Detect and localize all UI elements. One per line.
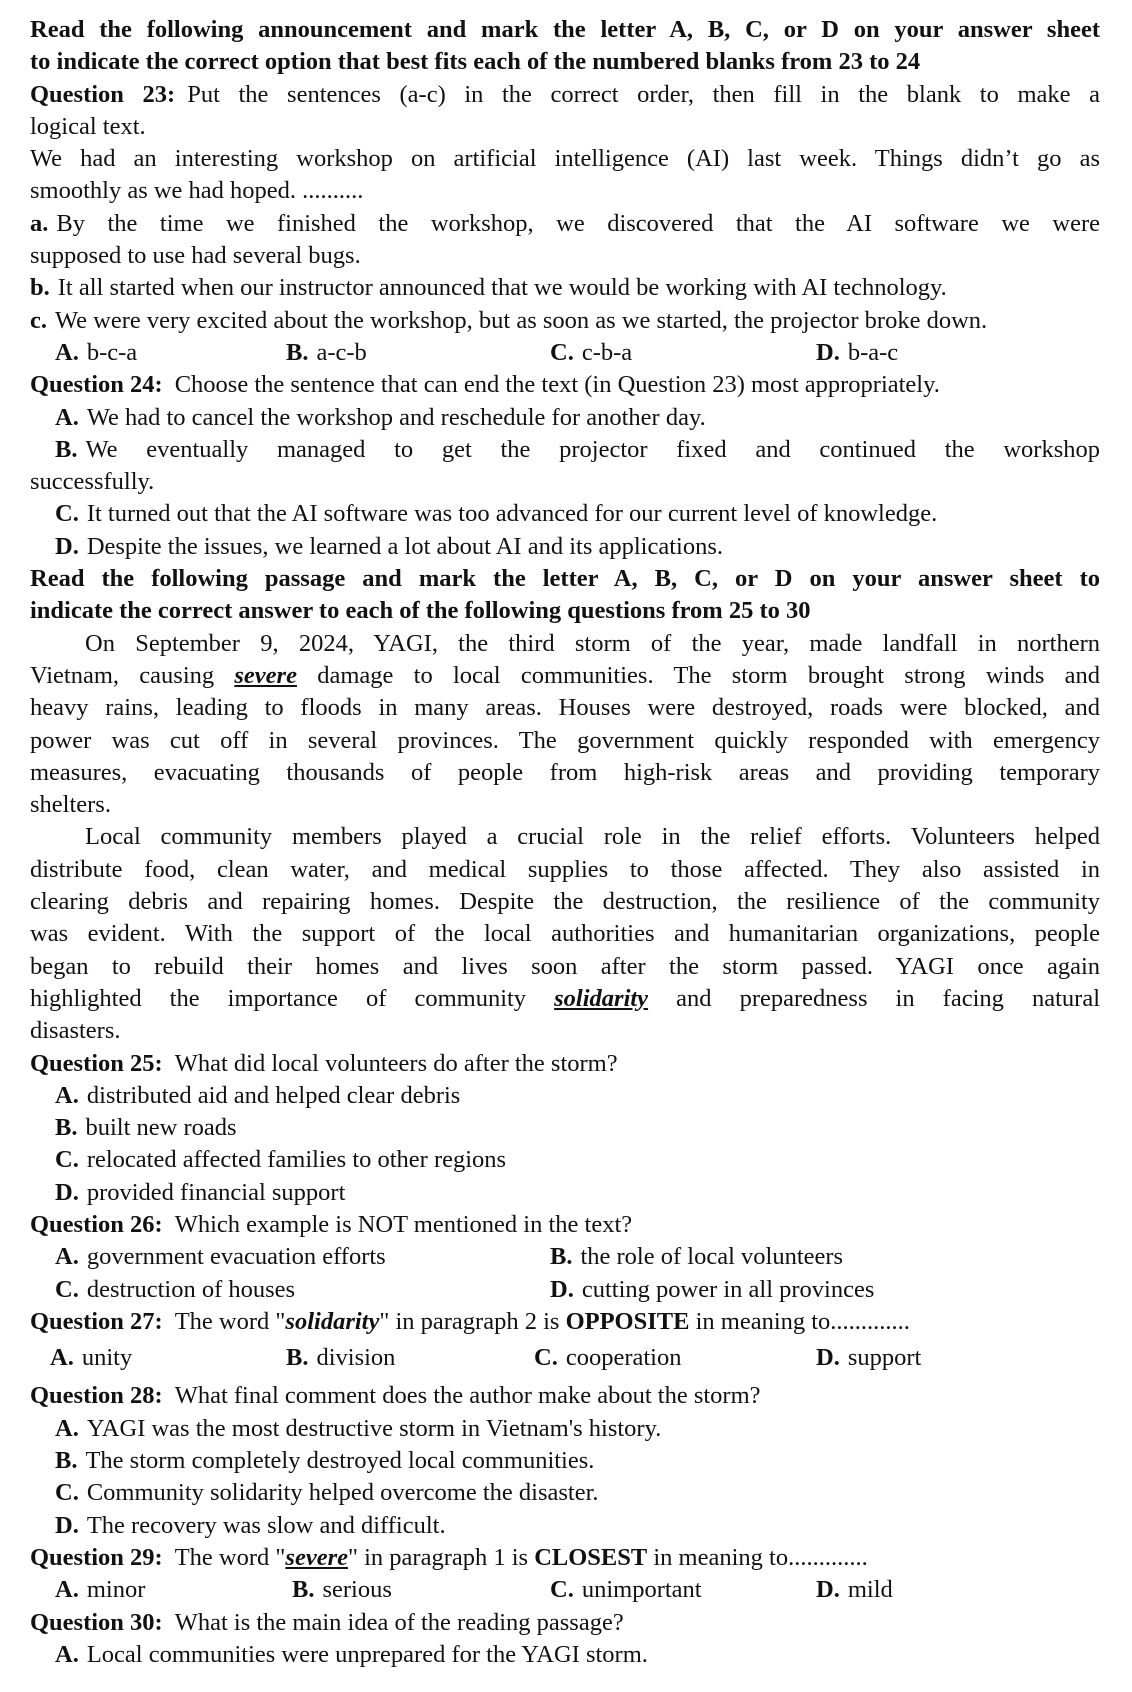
option-d[interactable]: D. Despite the issues, we learned a lot about AI and its applications.: [55, 532, 723, 560]
sentence-c: c. We were very excited about the workshop, but as soon as we started, the projector broke down.: [30, 306, 988, 334]
question-29-prompt: Question 29: The word "severe" in paragraph 1 is CLOSEST in meaning to.............: [30, 1543, 868, 1571]
question-23-prompt: Question 23: Put the sentences (a-c) in the correct order, then fill in the blank to make a: [30, 80, 1100, 108]
passage-paragraph-2: distribute food, clean water, and medical supplies to those affected. They also assisted in: [30, 855, 1100, 883]
option-a[interactable]: A. minor: [55, 1576, 146, 1604]
question-label: Question 26:: [30, 1210, 163, 1238]
option-d[interactable]: D. b-a-c: [816, 338, 899, 366]
option-c[interactable]: C. cooperation: [534, 1344, 682, 1372]
option-d[interactable]: D. mild: [816, 1576, 893, 1604]
options-row: [30, 337, 1100, 369]
option-a[interactable]: A. distributed aid and helped clear debris: [55, 1081, 461, 1109]
passage-paragraph-1: heavy rains, leading to floods in many areas. Houses were destroyed, roads were blocked, and: [30, 694, 1100, 722]
option-d[interactable]: D. provided financial support: [55, 1178, 346, 1206]
options-row: [30, 1274, 1100, 1306]
question-26-prompt: Question 26: Which example is NOT mentioned in the text?: [30, 1210, 633, 1238]
option-a[interactable]: A. We had to cancel the workshop and reschedule for another day.: [55, 403, 706, 431]
announcement-text: We had an interesting workshop on artificial intelligence (AI) last week. Things didn’t go as: [30, 145, 1100, 173]
option-d[interactable]: D. cutting power in all provinces: [550, 1275, 875, 1303]
option-a[interactable]: A. unity: [50, 1344, 133, 1372]
highlighted-word: solidarity: [554, 984, 649, 1012]
section-heading: to indicate the correct option that best fits each of the numbered blanks from 23 to 24: [30, 48, 921, 76]
question-27-prompt: Question 27: The word "solidarity" in paragraph 2 is OPPOSITE in meaning to.............: [30, 1307, 910, 1335]
question-label: Question 24:: [30, 371, 163, 399]
option-b[interactable]: B. division: [286, 1344, 396, 1372]
question-label: Question 29:: [30, 1543, 163, 1571]
option-c[interactable]: C. Community solidarity helped overcome the disaster.: [55, 1479, 599, 1507]
question-28-prompt: Question 28: What final comment does the author make about the storm?: [30, 1382, 761, 1410]
option-a[interactable]: A. b-c-a: [55, 338, 138, 366]
passage-paragraph-1: measures, evacuating thousands of people from high-risk areas and providing temporary: [30, 758, 1100, 786]
option-a[interactable]: A. government evacuation efforts: [55, 1243, 386, 1271]
passage-paragraph-2: disasters.: [30, 1017, 121, 1045]
sentence-a: a. By the time we finished the workshop, we discovered that the AI software we were: [30, 209, 1100, 237]
passage-paragraph-1: Vietnam, causing severe damage to local communities. The storm brought strong winds and: [30, 661, 1100, 689]
option-c[interactable]: C. It turned out that the AI software was too advanced for our current level of knowledge.: [55, 500, 938, 528]
option-b[interactable]: B. We eventually managed to get the projector fixed and continued the workshop: [55, 435, 1100, 463]
question-label: Question 25:: [30, 1049, 163, 1077]
option-a[interactable]: A. Local communities were unprepared for the YAGI storm.: [55, 1640, 648, 1668]
question-label: Question 30:: [30, 1608, 163, 1636]
announcement-text: smoothly as we had hoped. ..........: [30, 177, 364, 205]
section-heading: Read the following passage and mark the letter A, B, C, or D on your answer sheet to: [30, 565, 1100, 593]
question-label: Question 23:: [30, 80, 176, 108]
question-24-prompt: Question 24: Choose the sentence that can end the text (in Question 23) most appropriately.: [30, 371, 940, 399]
option-b[interactable]: B. built new roads: [55, 1114, 237, 1142]
option-d[interactable]: D. The recovery was slow and difficult.: [55, 1511, 446, 1539]
option-b[interactable]: B. The storm completely destroyed local communities.: [55, 1447, 595, 1475]
option-c[interactable]: C. c-b-a: [550, 338, 633, 366]
question-25-prompt: Question 25: What did local volunteers do after the storm?: [30, 1049, 618, 1077]
passage-paragraph-2: highlighted the importance of community solidarity and preparedness in facing natural: [30, 984, 1100, 1012]
option-c[interactable]: C. relocated affected families to other regions: [55, 1146, 507, 1174]
option-c[interactable]: C. unimportant: [550, 1576, 702, 1604]
option-a[interactable]: A. YAGI was the most destructive storm in Vietnam's history.: [55, 1414, 662, 1442]
option-b[interactable]: B. serious: [292, 1576, 392, 1604]
passage-paragraph-2: Local community members played a crucial role in the relief efforts. Volunteers helped: [85, 823, 1100, 851]
sentence-b: b. It all started when our instructor announced that we would be working with AI technology.: [30, 274, 947, 302]
passage-paragraph-2: clearing debris and repairing homes. Despite the destruction, the resilience of the community: [30, 888, 1100, 916]
option-c[interactable]: C. destruction of houses: [55, 1275, 296, 1303]
highlighted-word: solidarity: [285, 1307, 380, 1335]
option-d[interactable]: D. support: [816, 1344, 922, 1372]
highlighted-word: severe: [234, 661, 297, 689]
options-row: [30, 1342, 1100, 1374]
question-30-prompt: Question 30: What is the main idea of the reading passage?: [30, 1608, 624, 1636]
document-page: [30, 14, 1100, 1671]
option-b[interactable]: B. the role of local volunteers: [550, 1243, 844, 1271]
question-23-prompt-cont: logical text.: [30, 112, 146, 140]
option-b-cont: successfully.: [30, 468, 155, 496]
sentence-a-cont: supposed to use had several bugs.: [30, 242, 361, 270]
passage-paragraph-1: On September 9, 2024, YAGI, the third storm of the year, made landfall in northern: [85, 629, 1100, 657]
passage-paragraph-1: shelters.: [30, 791, 111, 819]
question-label: Question 28:: [30, 1382, 163, 1410]
section-heading: Read the following announcement and mark the letter A, B, C, or D on your answer sheet: [30, 16, 1100, 43]
options-row: [30, 1241, 1100, 1273]
highlighted-word: severe: [285, 1543, 348, 1571]
passage-paragraph-1: power was cut off in several provinces. The government quickly responded with emergency: [30, 726, 1100, 754]
section-heading: indicate the correct answer to each of the following questions from 25 to 30: [30, 597, 811, 625]
options-row: [30, 1574, 1100, 1606]
passage-paragraph-2: began to rebuild their homes and lives soon after the storm passed. YAGI once again: [30, 952, 1100, 980]
question-label: Question 27:: [30, 1307, 163, 1335]
passage-paragraph-2: was evident. With the support of the local authorities and humanitarian organizations, people: [30, 920, 1100, 948]
option-b[interactable]: B. a-c-b: [286, 338, 367, 366]
